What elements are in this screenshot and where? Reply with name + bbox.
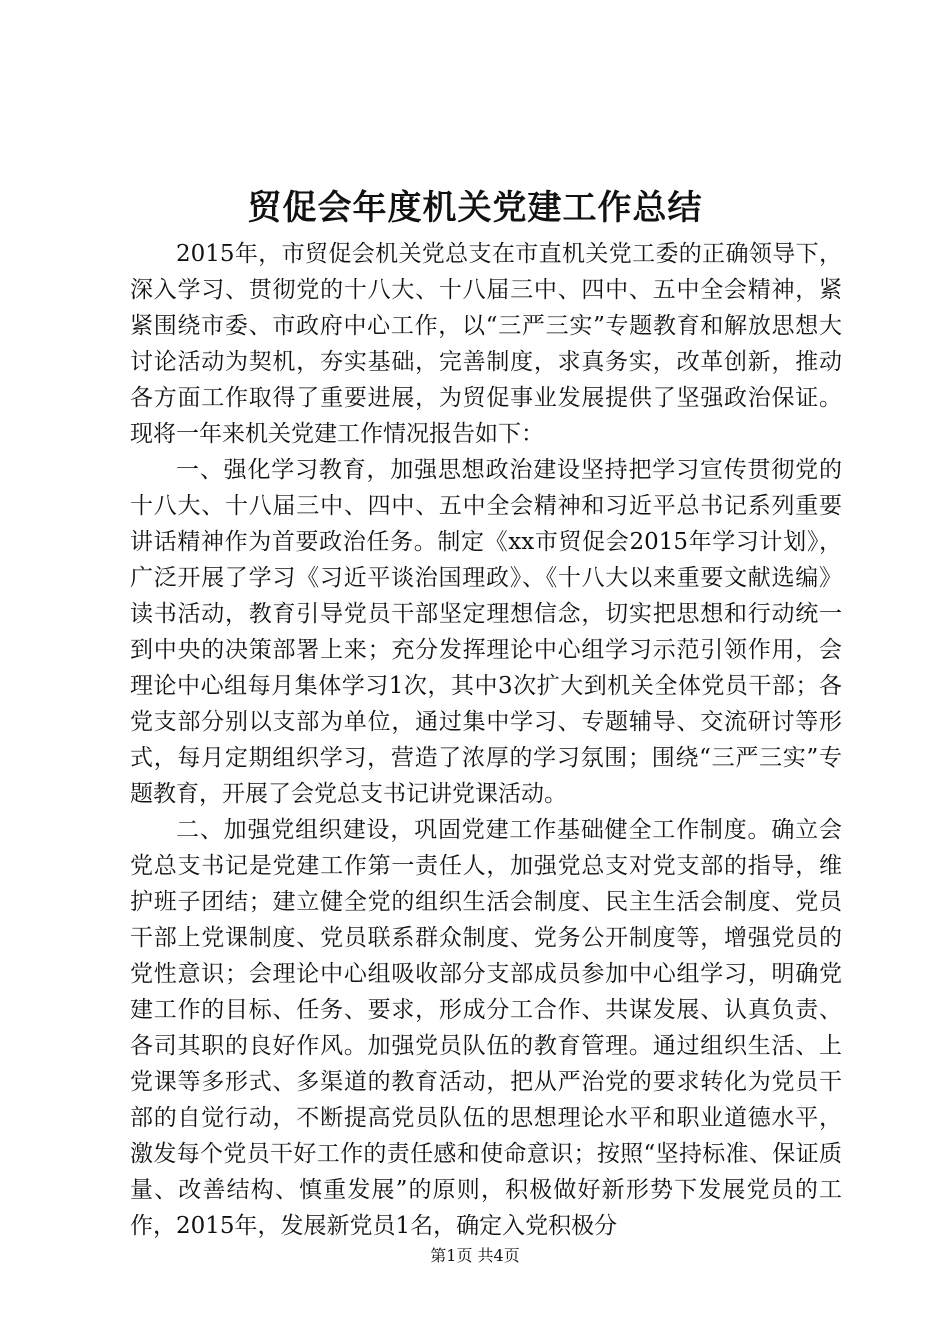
page-footer: 第1页 共4页 — [430, 1246, 520, 1265]
paragraph-section-2: 二、加强党组织建设，巩固党建工作基础健全工作制度。确立会党总支书记是党建工作第一责任人，加强党总支对党支部的指导，维护班子团结；建立健全党的组织生活会制度、民主生活会制度、党员干部上党课制度、党员联系群众制度、党务公开制度等，增强党员的党性意识；会理论中心组吸收部分支部成员参加中心组学习，明确党建工作的目标、任务、要求，形成分工合作、共谋发展、认真负责、各司其职的良好作风。加强党员队伍的教育管理。通过组织生活、上党课等多形式、多渠道的教育活动，把从严治党的要求转化为党员干部的自觉行动，不断提高党员队伍的思想理论水平和职业道德水平，激发每个党员干好工作的责任感和使命意识；按照“坚持标准、保证质量、改善结构、慎重发展”的原则，积极做好新形势下发展党员的工作，2015年，发展新党员1名，确定入党积极分 — [130, 817, 842, 1239]
document-body — [130, 236, 842, 1244]
paragraph-intro: 2015年，市贸促会机关党总支在市直机关党工委的正确领导下，深入学习、贯彻党的十八大、十八届三中、四中、五中全会精神，紧紧围绕市委、市政府中心工作，以“三严三实”专题教育和解放思想大讨论活动为契机，夯实基础，完善制度，求真务实，改革创新，推动各方面工作取得了重要进展，为贸促事业发展提供了坚强政治保证。现将一年来机关党建工作情况报告如下： — [130, 241, 842, 447]
paragraph-section-1: 一、强化学习教育，加强思想政治建设坚持把学习宣传贯彻党的十八大、十八届三中、四中、五中全会精神和习近平总书记系列重要讲话精神作为首要政治任务。制定《xx市贸促会2015年学习计划》，广泛开展了学习《习近平谈治国理政》、《十八大以来重要文献选编》读书活动，教育引导党员干部坚定理想信念，切实把思想和行动统一到中央的决策部署上来；充分发挥理论中心组学习示范引领作用，会理论中心组每月集体学习1次，其中3次扩大到机关全体党员干部；各党支部分别以支部为单位，通过集中学习、专题辅导、交流研讨等形式，每月定期组织学习，营造了浓厚的学习氛围；围绕“三严三实”专题教育，开展了会党总支书记讲党课活动。 — [130, 457, 842, 807]
document-title: 贸促会年度机关党建工作总结 — [247, 188, 703, 228]
